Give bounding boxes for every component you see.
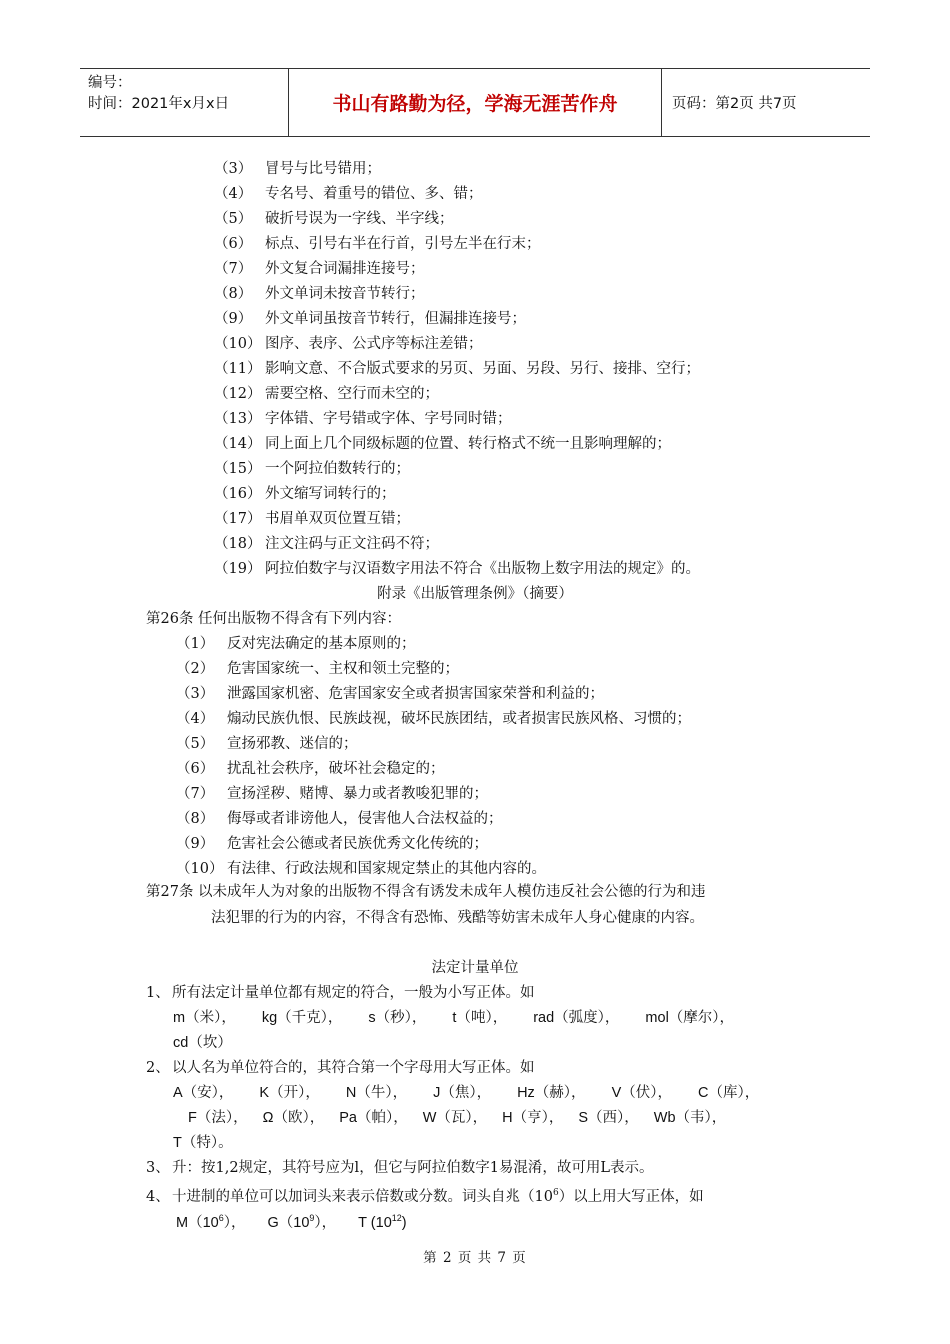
list-item [214,282,425,307]
units-item-3-text: 升：按1,2规定，其符号应为l，但它与阿拉伯数字1易混淆，故可用L表示。 [172,1160,654,1176]
units-item-1-row-1 [173,1006,760,1031]
list-item-number: （19） [214,561,262,577]
unit-symbol-tail: ）， [223,1214,246,1231]
unit-symbol: mol（摩尔）， [645,1010,735,1026]
list-item-number: （10） [176,861,224,877]
unit-symbol-base: G（10 [267,1214,310,1231]
list-item-text: 一个阿拉伯数转行的； [265,461,410,477]
list-item-number: （9） [176,836,215,852]
list-item-number: （12） [214,386,262,402]
list-item-number: （15） [214,461,262,477]
list-item [214,307,526,332]
list-item [176,657,459,682]
list-item-text: 外文缩写词转行的； [265,486,396,502]
unit-symbol-tail: ) [401,1214,407,1231]
list-item-number: （6） [214,236,253,252]
units-item-1-text: 所有法定计量单位都有规定的符合，一般为小写正体。如 [172,985,535,1001]
list-item [214,232,541,257]
list-item [214,207,454,232]
list-item-text: 宣扬邪教、迷信的； [227,736,358,752]
unit-symbol: Hz（赫）， [517,1085,586,1101]
header-motto: 书山有路勤为径，学海无涯苦作舟 [289,69,662,136]
unit-symbol: Ω（欧）， [262,1110,325,1126]
article-27-line-1: 第27条 以未成年人为对象的出版物不得含有诱发未成年人模仿违反社会公德的行为和违 [146,884,706,900]
list-item-number: （16） [214,486,262,502]
unit-symbol: K（开）， [259,1085,320,1101]
list-item [214,507,410,532]
unit-symbol: S（西）， [578,1110,639,1126]
list-item-text: 影响文意、不合版式要求的另页、另面、另段、另行、接排、空行； [265,361,700,377]
units-item-2-row-2 [188,1106,741,1131]
unit-symbol: s（秒）， [368,1010,427,1026]
appendix-title: 附录《出版管理条例》（摘要） [377,586,573,602]
list-item [176,857,546,882]
unit-symbol: J（焦）， [433,1085,492,1101]
doc-number-label: 编号： [88,75,132,91]
unit-symbol: t（吨）， [452,1010,508,1026]
units-item-4-sup: 6 [552,1188,559,1198]
units-item-2-number: 2、 [146,1060,170,1076]
list-item [214,357,700,382]
list-item [214,457,410,482]
list-item-text: 字体错、字号错或字体、字号同时错； [265,411,512,427]
units-item-4-text-b: ）以上用大写正体，如 [558,1188,704,1205]
units-item-4 [146,1181,704,1206]
list-item-number: （5） [214,211,253,227]
list-item-text: 图序、表序、公式序等标注差错； [265,336,483,352]
list-item-number: （3） [176,686,215,702]
list-item-number: （17） [214,511,262,527]
units-item-1 [146,981,535,1006]
list-item [214,557,700,582]
list-item-text: 侮辱或者诽谤他人，侵害他人合法权益的； [227,811,503,827]
list-item [214,432,671,457]
list-item-text: 煽动民族仇恨、民族歧视，破坏民族团结，或者损害民族风格、习惯的； [227,711,691,727]
unit-symbol-exponent: 12 [391,1213,402,1223]
list-item [176,632,416,657]
list-item [214,157,381,182]
list-item-text: 标点、引号右半在行首，引号左半在行末； [265,236,541,252]
list-item [176,682,604,707]
list-item [176,707,691,732]
list-item [214,532,439,557]
list-item-text: 危害社会公德或者民族优秀文化传统的； [227,836,488,852]
list-item [214,332,483,357]
units-item-4-row [176,1206,429,1231]
unit-symbol [358,1215,406,1231]
list-item-number: （3） [214,161,253,177]
list-item [214,382,439,407]
units-item-2-row-1 [173,1081,785,1106]
list-item-number: （14） [214,436,262,452]
list-item-text: 注文注码与正文注码不符； [265,536,439,552]
units-item-1-number: 1、 [146,985,170,1001]
list-item-number: （13） [214,411,262,427]
list-item-text: 书眉单双页位置互错； [265,511,410,527]
header-page-label: 页码：第2页 共7页 [672,96,797,112]
list-item [176,732,358,757]
list-item-number: （6） [176,761,215,777]
unit-symbol-base: T (10 [358,1214,392,1231]
doc-time-label: 时间：2021年x月x日 [88,96,230,112]
list-item-number: （2） [176,661,215,677]
unit-symbol: F（法）， [188,1110,248,1126]
article-27-line-2: 法犯罪的行为的内容，不得含有恐怖、残酷等妨害未成年人身心健康的内容。 [211,910,704,926]
list-item-text: 破折号误为一字线、半字线； [265,211,454,227]
list-item [214,482,396,507]
unit-symbol: Pa（帕）， [339,1110,408,1126]
list-item-text: 需要空格、空行而未空的； [265,386,439,402]
list-item [176,832,488,857]
list-item-text: 同上面上几个同级标题的位置、转行格式不统一且影响理解的； [265,436,671,452]
list-item-number: （10） [214,336,262,352]
units-item-4-text-a: 十进制的单位可以加词头来表示倍数或分数。词头自兆（10 [172,1188,553,1205]
units-item-1-row-2: cd（坎） [173,1035,232,1051]
units-item-2 [146,1056,535,1081]
article-26-heading: 第26条 任何出版物不得含有下列内容： [146,611,402,627]
list-item-text: 有法律、行政法规和国家规定禁止的其他内容的。 [227,861,546,877]
units-item-3-number: 3、 [146,1160,170,1176]
list-item [214,407,512,432]
list-item-number: （1） [176,636,215,652]
unit-symbol: H（亨）， [502,1110,564,1126]
list-item-text: 宣扬淫秽、赌博、暴力或者教唆犯罪的； [227,786,488,802]
units-item-3 [146,1156,654,1181]
list-item-number: （4） [214,186,253,202]
unit-symbol-base: M（10 [176,1214,219,1231]
page-footer: 第 2 页 共 7 页 [423,1250,527,1266]
unit-symbol [267,1215,336,1231]
list-item-text: 外文单词虽按音节转行，但漏排连接号； [265,311,526,327]
list-item-text: 泄露国家机密、危害国家安全或者损害国家荣誉和利益的； [227,686,604,702]
units-item-2-row-3: T（特）。 [173,1135,233,1151]
list-item-text: 冒号与比号错用； [265,161,381,177]
list-item-text: 外文单词未按音节转行； [265,286,425,302]
list-item-number: （8） [214,286,253,302]
list-item-number: （11） [214,361,262,377]
list-item-number: （18） [214,536,262,552]
unit-symbol: m（米）， [173,1010,236,1026]
page-header [80,68,870,137]
list-item [214,182,483,207]
list-item-text: 阿拉伯数字与汉语数字用法不符合《出版物上数字用法的规定》的。 [265,561,700,577]
unit-symbol: W（瓦）， [422,1110,488,1126]
unit-symbol: N（牛）， [345,1085,408,1101]
header-meta [80,69,289,136]
units-title: 法定计量单位 [431,960,519,976]
list-item-text: 反对宪法确定的基本原则的； [227,636,416,652]
unit-symbol: Wb（韦）， [653,1110,727,1126]
unit-symbol: kg（千克）， [261,1010,343,1026]
list-item-number: （7） [214,261,253,277]
list-item-number: （5） [176,736,215,752]
unit-symbol [176,1215,245,1231]
list-item-text: 危害国家统一、主权和领土完整的； [227,661,459,677]
unit-symbol-exponent: 9 [309,1213,315,1223]
list-item-text: 扰乱社会秩序，破坏社会稳定的； [227,761,445,777]
units-item-4-number: 4、 [146,1188,170,1205]
unit-symbol-tail: ）， [314,1214,337,1231]
unit-symbol: A（安）， [173,1085,234,1101]
list-item-text: 专名号、着重号的错位、多、错； [265,186,483,202]
unit-symbol: C（库）， [697,1085,760,1101]
list-item [176,757,445,782]
unit-symbol: rad（弧度）， [533,1010,620,1026]
list-item-text: 外文复合词漏排连接号； [265,261,425,277]
list-item-number: （4） [176,711,215,727]
unit-symbol: V（伏）， [611,1085,672,1101]
list-item [176,807,503,832]
unit-symbol-exponent: 6 [218,1213,224,1223]
list-item-number: （8） [176,811,215,827]
units-item-2-text: 以人名为单位符合的，其符合第一个字母用大写正体。如 [172,1060,535,1076]
list-item [214,257,425,282]
list-item [176,782,488,807]
list-item-number: （9） [214,311,253,327]
list-item-number: （7） [176,786,215,802]
